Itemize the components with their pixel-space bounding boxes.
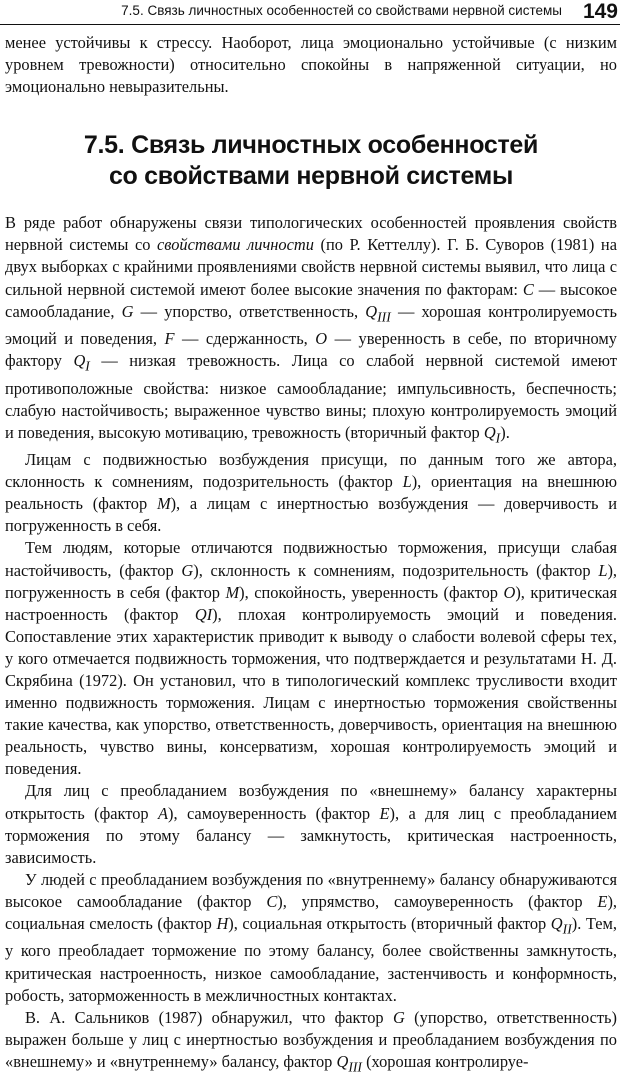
- section-heading-line-1: 7.5. Связь личностных особенностей: [83, 131, 539, 160]
- section-heading: [5, 130, 617, 192]
- running-header: [0, 0, 620, 25]
- page-number: 149: [582, 0, 618, 23]
- paragraph-5: У людей с преобладанием возбуждения по «внутреннему» балансу обнаруживаются высокое самообладание (фактор C), упрямство, самоуверенность (фактор E), социальная смелость (фактор H), социальная открытость (вторичный фактор $Q_{II}$). Тем, у кого преобладает торможение по этому балансу, более свойственны замкнутость, критическая настроенность, низкое самообладание, застенчивость и конформность, робость, заторможенность в межличностных контактах.: [5, 869, 618, 1005]
- page-body: [5, 32, 617, 1078]
- emphasis-term: свойствами личности: [157, 235, 314, 255]
- paragraph-3: Тем людям, которые отличаются подвижностью торможения, присущи слабая настойчивость, (фактор G), склонность к сомнениям, подозрительность (фактор L), погруженность в себя (фактор M), спокойность, уверенность (фактор O), критическая настроенность (фактор QI), плохая контролируемость эмоций и поведения. Сопоставление этих характеристик приводит к выводу о слабости волевой сферы тех, у кого отмечается подвижность торможения, что подтверждается и результатами Н. Д. Скрябина (1972). Он установил, что в типологический комплекс трусливости входит именно подвижность торможения. Лицам с инертностью торможения свойственны такие качества, как упорство, ответственность, доверчивость, ориентация на внешнюю реальность, чувство вины, консерватизм, хорошая контролируемость эмоций и поведения.: [5, 538, 618, 779]
- paragraph-4: Для лиц с преобладанием возбуждения по «внешнему» балансу характерны открытость (фактор A), самоуверенность (фактор E), а для лиц с преобладанием торможения по этому балансу — замкнутость, критическая настроенность, зависимость.: [5, 781, 617, 867]
- paragraph-2: Лицам с подвижностью возбуждения присущи, по данным того же автора, склонность к сомнениям, подозрительность (фактор L), ориентация на внешнюю реальность (фактор M), а лицам с инертностью возбуждения — доверчивость и погруженность в себя.: [5, 450, 617, 536]
- paragraph-continued: менее устойчивы к стрессу. Наоборот, лица эмоционально устойчивые (с низким уровнем тревожности) относительно спокойны в напряженной ситуации, но эмоционально невыразительны.: [5, 33, 617, 97]
- section-heading-line-2: со свойствами нервной системы: [108, 162, 514, 191]
- running-title: 7.5. Связь личностных особенностей со свойствами нервной системы: [121, 3, 562, 18]
- paragraph-1: В ряде работ обнаружены связи типологических особенностей проявления свойств нервной системы со свойствами личности (по Р. Кеттеллу). Г. Б. Суворов (1981) на двух выборках с крайними проявлениями свойств нервной системы выявил, что лица с сильной нервной системой имеют более высокие значения по факторам: C — высокое самообладание, G — упорство, ответственность, $Q_{III}$ — хорошая контролируемость эмоций и поведения, F — сдержанность, O — уверенность в себе, по вторичному фактору $Q_I$ — низкая тревожность. Лица со слабой нервной системой имеют противоположные свойства: низкое самообладание; импульсивность, беспечность; слабую настойчивость; выраженное чувство вины; плохую контролируемость эмоций и поведения, высокую мотивацию, тревожность (вторичный фактор $Q_I$).: [5, 213, 618, 445]
- paragraph-6: В. А. Сальников (1987) обнаружил, что фактор G (упорство, ответственность) выражен больше у лиц с инертностью возбуждения и преобладанием возбуждения по «внешнему» и «внутреннему» балансу, фактор $Q_{III}$ (хорошая контролируе-: [5, 1007, 617, 1075]
